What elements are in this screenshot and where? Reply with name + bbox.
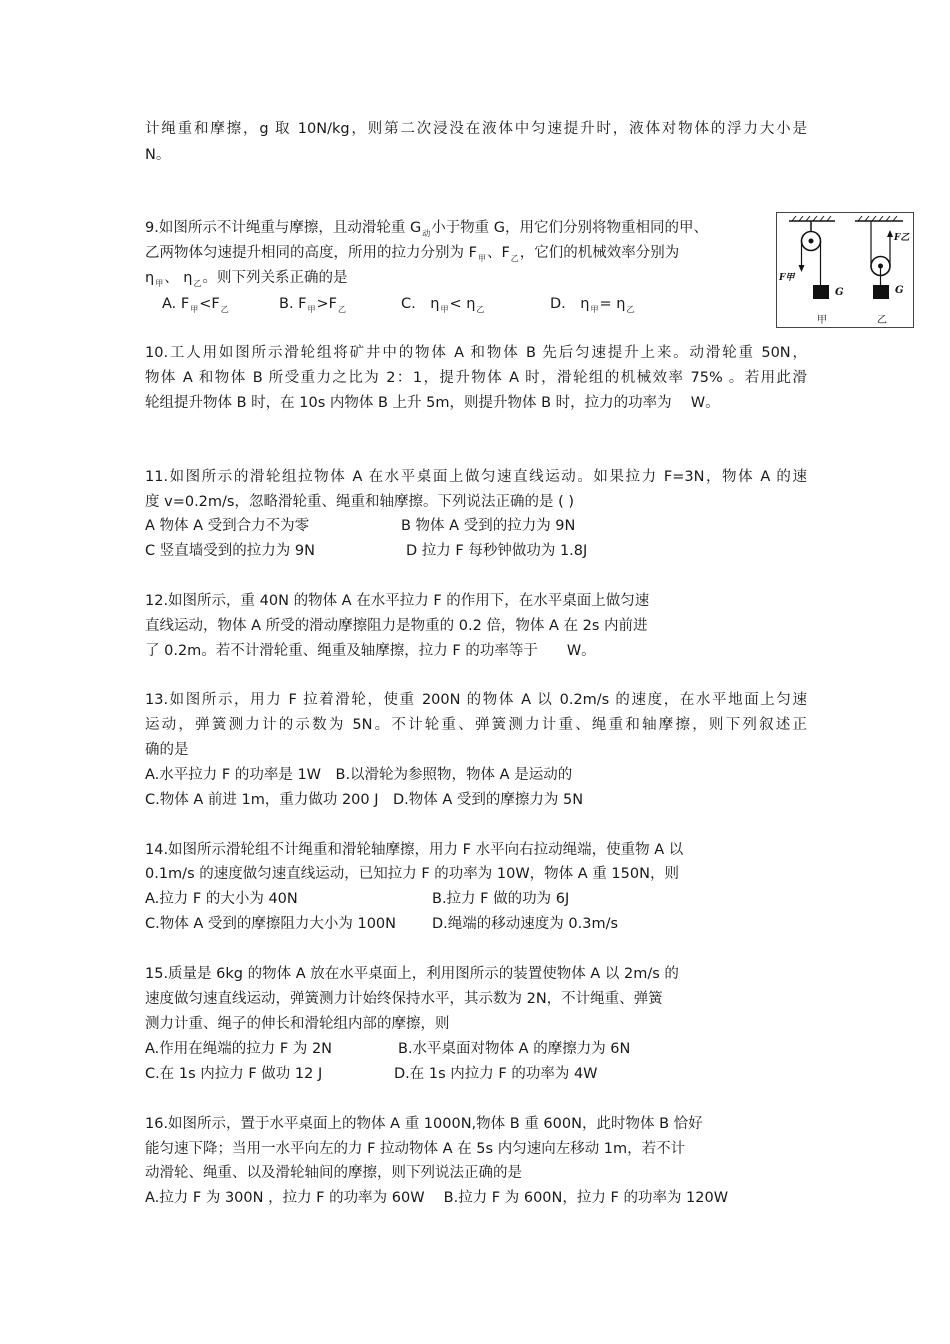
- q11-option-c: C 竖直墙受到的拉力为 9N: [145, 543, 315, 559]
- q9-option-c-mid: < η: [449, 296, 476, 312]
- q9-option-b-sub1: 甲: [307, 305, 316, 314]
- label-jia: 甲: [817, 315, 827, 326]
- q15-option-c: C.在 1s 内拉力 F 做功 12 J: [145, 1066, 323, 1082]
- q9-eta-1: η: [145, 270, 155, 286]
- f-jia-label: F甲: [779, 273, 795, 283]
- q9-sub-dong: 动: [422, 229, 431, 238]
- q9-line-3c: 。则下列关系正确的是: [202, 270, 348, 286]
- q9-sub-jia: 甲: [477, 254, 486, 263]
- q9-option-b: [279, 294, 347, 320]
- q9-line-1b: 小于物重 G，用它们分别将物重相同的甲、: [431, 220, 709, 236]
- q9-line-2a: 乙两物体匀速提升相同的高度，所用的拉力分别为 F: [145, 245, 477, 261]
- q9-line-1: [145, 218, 708, 244]
- q10-line-2: 物体 A 和物体 B 所受重力之比为 2：1，提升物体 A 时，滑轮组的机械效率 75% 。若用此滑: [145, 370, 807, 386]
- q14-option-b: B.拉力 F 做的功为 6J: [432, 891, 570, 907]
- q10-line-3: 轮组提升物体 B 时，在 10s 内物体 B 上升 5m，则提升物体 B 时，拉力的功率为 W。: [145, 395, 720, 411]
- q11-line-1: 11.如图所示的滑轮组拉物体 A 在水平桌面上做匀速直线运动。如果拉力 F=3N，物体 A 的速: [145, 469, 807, 485]
- g-right-label: G: [895, 285, 904, 296]
- q14-option-d: D.绳端的移动速度为 0.3m/s: [432, 916, 619, 932]
- q16-line-3: 动滑轮、绳重、以及滑轮轴间的摩擦，则下列说法正确的是: [145, 1165, 522, 1181]
- q9-line-2c: ，它们的机械效率分别为: [519, 245, 680, 261]
- q9-eta-sub-yi: 乙: [193, 279, 202, 288]
- q9-line-2: [145, 243, 679, 269]
- q9-option-b-mid: >F: [316, 296, 338, 312]
- q9-option-d-mid: = η: [599, 296, 626, 312]
- q12-line-2: 直线运动，物体 A 所受的滑动摩擦阻力是物重的 0.2 倍，物体 A 在 2s 内前进: [145, 618, 648, 634]
- q9-option-c-text: C. η: [401, 296, 440, 312]
- q12-line-1: 12.如图所示，重 40N 的物体 A 在水平拉力 F 的作用下，在水平桌面上做匀速: [145, 593, 650, 609]
- pulley-diagram: [777, 213, 913, 327]
- q9-sub-yi: 乙: [510, 254, 519, 263]
- q11-option-d: D 拉力 F 每秒钟做功为 1.8J: [406, 543, 588, 559]
- q9-line-1a: 9.如图所示不计绳重与摩擦，且动滑轮重 G: [145, 220, 422, 236]
- g-left-label: G: [835, 287, 844, 298]
- q-prev-line-1: 计绳重和摩擦，g 取 10N/kg，则第二次浸没在液体中匀速提升时，液体对物体的浮力大小是: [145, 121, 807, 137]
- q15-line-2: 速度做匀速直线运动，弹簧测力计始终保持水平，其示数为 2N，不计绳重、弹簧: [145, 991, 663, 1007]
- q9-option-b-sub2: 乙: [338, 305, 347, 314]
- q9-option-c: [401, 294, 485, 320]
- left-weight-block: [813, 285, 829, 299]
- q15-option-b: B.水平桌面对物体 A 的摩擦力为 6N: [398, 1041, 631, 1057]
- q13-line-1: 13.如图所示，用力 F 拉着滑轮，使重 200N 的物体 A 以 0.2m/s 的速度，在水平地面上匀速: [145, 692, 807, 708]
- q9-option-b-text: B. F: [279, 296, 307, 312]
- q16-line-1: 16.如图所示，置于水平桌面上的物体 A 重 1000N,物体 B 重 600N，此时物体 B 恰好: [145, 1116, 703, 1132]
- q9-eta-2: 、 η: [164, 270, 193, 286]
- q9-option-d-text: D. η: [550, 296, 590, 312]
- right-weight-block: [873, 285, 889, 299]
- q9-option-a-text: A. F: [162, 296, 190, 312]
- q9-option-d-sub2: 乙: [626, 305, 635, 314]
- q9-option-c-sub1: 甲: [440, 305, 449, 314]
- left-pulley-axle: [809, 239, 814, 244]
- q9-option-d: [550, 294, 635, 320]
- q14-line-1: 14.如图所示滑轮组不计绳重和滑轮轴摩擦，用力 F 水平向右拉动绳端，使重物 A 以: [145, 842, 684, 858]
- q13-line-3: 确的是: [145, 742, 189, 758]
- q11-option-a: A 物体 A 受到合力不为零: [145, 518, 310, 534]
- q11-option-b: B 物体 A 受到的拉力为 9N: [401, 518, 576, 534]
- q9-pulley-figure: [776, 212, 914, 328]
- q9-line-2b: 、F: [486, 245, 510, 261]
- q15-option-a: A.作用在绳端的拉力 F 为 2N: [145, 1041, 333, 1057]
- q9-option-a-sub2: 乙: [220, 305, 229, 314]
- q-prev-line-2: N。: [145, 147, 171, 163]
- q9-option-d-sub1: 甲: [590, 305, 599, 314]
- f-yi-arrow-icon: [887, 230, 893, 237]
- q14-line-2: 0.1m/s 的速度做匀速直线运动，已知拉力 F 的功率为 10W，物体 A 重 150N，则: [145, 866, 679, 882]
- q15-line-3: 测力计重、绳子的伸长和滑轮组内部的摩擦，则: [145, 1016, 450, 1032]
- q11-line-2: 度 v=0.2m/s，忽略滑轮重、绳重和轴摩擦。下列说法正确的是 ( ): [145, 494, 574, 510]
- f-yi-label: F乙: [894, 233, 910, 243]
- right-pulley-axle: [878, 264, 883, 269]
- f-jia-arrow-icon: [799, 265, 805, 272]
- q9-line-3: [145, 268, 348, 294]
- q9-option-a: [162, 294, 230, 320]
- q14-option-c: C.物体 A 受到的摩擦阻力大小为 100N: [145, 916, 397, 932]
- q9-eta-sub-jia: 甲: [155, 279, 164, 288]
- q15-line-1: 15.质量是 6kg 的物体 A 放在水平桌面上，利用图所示的装置使物体 A 以 2m/s 的: [145, 966, 679, 982]
- q13-line-2: 运动，弹簧测力计的示数为 5N。不计轮重、弹簧测力计重、绳重和轴摩擦，则下列叙述正: [145, 717, 807, 733]
- q12-line-3: 了 0.2m。若不计滑轮重、绳重及轴摩擦，拉力 F 的功率等于 W。: [145, 643, 596, 659]
- q13-options-ab: A.水平拉力 F 的功率是 1W B.以滑轮为参照物，物体 A 是运动的: [145, 767, 573, 783]
- q9-option-a-mid: <F: [199, 296, 220, 312]
- q15-option-d: D.在 1s 内拉力 F 的功率为 4W: [394, 1066, 598, 1082]
- q13-options-cd: C.物体 A 前进 1m，重力做功 200 J D.物体 A 受到的摩擦力为 5N: [145, 792, 584, 808]
- label-yi: 乙: [877, 315, 887, 326]
- q14-option-a: A.拉力 F 的大小为 40N: [145, 891, 298, 907]
- q10-line-1: 10.工人用如图所示滑轮组将矿井中的物体 A 和物体 B 先后匀速提升上来。动滑轮重 50N，: [145, 345, 807, 361]
- q9-option-c-sub2: 乙: [476, 305, 485, 314]
- q16-options-ab: A.拉力 F 为 300N ，拉力 F 的功率为 60W B.拉力 F 为 600N，拉力 F 的功率为 120W: [145, 1190, 729, 1206]
- q16-line-2: 能匀速下降；当用一水平向左的力 F 拉动物体 A 在 5s 内匀速向左移动 1m，若不计: [145, 1141, 686, 1157]
- q9-option-a-sub1: 甲: [190, 305, 199, 314]
